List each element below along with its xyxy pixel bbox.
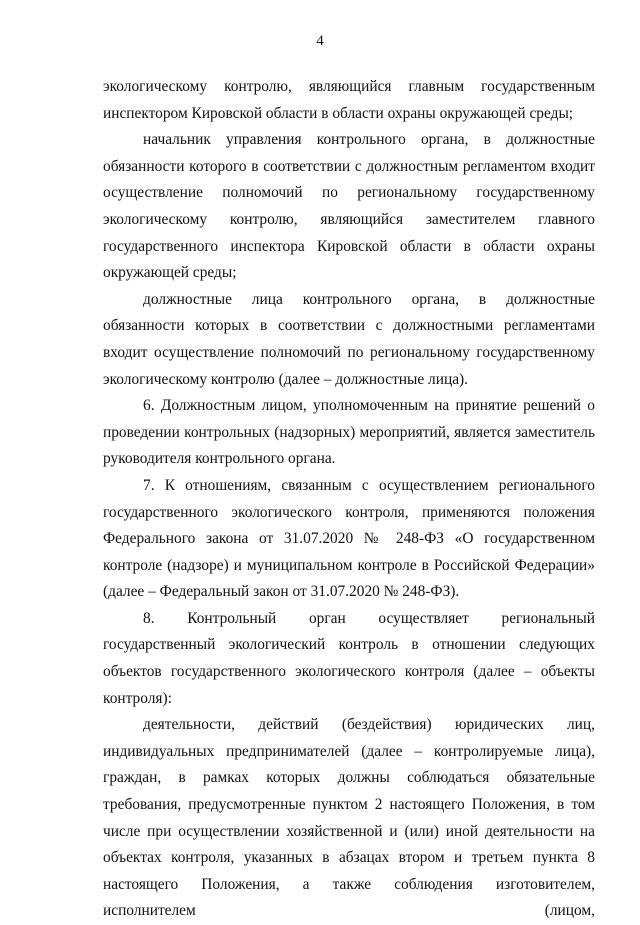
paragraph-item-7: 7. К отношениям, связанным с осуществлением регионального государственного экологического контроля, применяются положения Федерального закона от 31.07.2020 № 248-ФЗ «О государственном контроле (надзоре) и муниципальном контроле в Российской Федерации» (далее – Федеральный закон от 31.07.2020 № 248-ФЗ). bbox=[103, 476, 595, 601]
paragraph-activities: деятельности, действий (бездействия) юридических лиц, индивидуальных предпринимателей (далее – контролируемые лица), граждан, в рамках которых должны соблюдаться обязательные требования, предусмотренные пунктом 2 настоящего Положения, в том числе при осуществлении хозяйственной и (или) иной деятельности на объектах контроля, указанных в абзацах втором и третьем пункта 8 настоящего Положения, а также соблюдения изготовителем, исполнителем (лицом, bbox=[103, 716, 595, 920]
paragraph-item-6: 6. Должностным лицом, уполномоченным на принятие решений о проведении контрольных (надзорных) мероприятий, является заместитель руководителя контрольного органа. bbox=[103, 397, 595, 468]
document-body bbox=[103, 74, 595, 925]
page-number: 4 bbox=[316, 33, 324, 49]
paragraph-head-of-department: начальник управления контрольного органа, в должностные обязанности которого в соответствии с должностным регламентом входит осуществление полномочий по региональному государственному экологическому контролю, являющийся заместителем главного государственного инспектора Кировской области в области охраны окружающей среды; bbox=[103, 131, 595, 282]
paragraph-continuation: экологическому контролю, являющийся главным государственным инспектором Кировской области в области охраны окружающей среды; bbox=[103, 78, 595, 122]
paragraph-item-8: 8. Контрольный орган осуществляет региональный государственный экологический контроль в отношении следующих объектов государственного экологического контроля (далее – объекты контроля): bbox=[103, 609, 595, 707]
paragraph-officials: должностные лица контрольного органа, в должностные обязанности которых в соответствии с должностными регламентами входит осуществление полномочий по региональному государственному экологическому контролю (далее – должностные лица). bbox=[103, 290, 595, 388]
